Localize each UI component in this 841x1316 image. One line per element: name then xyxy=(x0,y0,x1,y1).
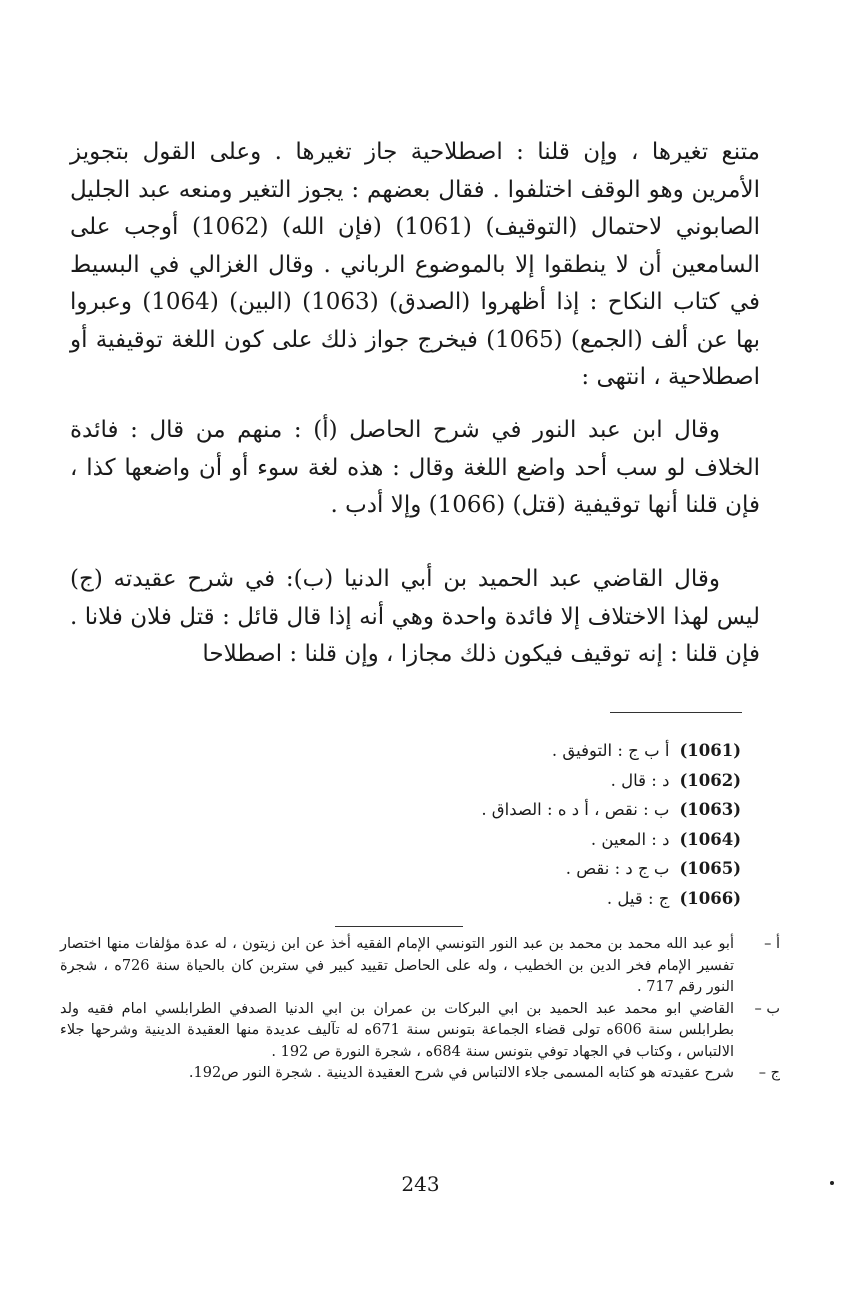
main-paragraph-2 xyxy=(70,412,760,525)
bio-note-text: القاضي ابو محمد عبد الحميد بن ابي البركات بن عمران بن ابي الدنيا الصدفي الطرابلسي امام فقيه ولد بطرابلس سنة 606ه تولى قضاء الجماعة بتونس سنة 671ه له تآليف عديدة منها العقيدة الدينية وشرحها جلاء الالتباس ، وكتاب في الجهاد توفي بتونس سنة 684ه ، شجرة النورة ص 192 . xyxy=(60,1000,734,1060)
bio-note-text: شرح عقيدته هو كتابه المسمى جلاء الالتباس في شرح العقيدة الدينية . شجرة النور ص192. xyxy=(188,1065,734,1081)
main-paragraph-3 xyxy=(70,561,760,674)
bio-note-text: أبو عبد الله محمد بن محمد بن عبد النور التونسي الإمام الفقيه أخذ عن ابن زيتون ، له عدة مؤلفات منها اختصار تفسير الإمام فخر الدين بن الخطيب ، وله على الحاصل تقييد كبير في ستربن كان بالحياة سنة 726ه ، شجرة النور رقم 717 . xyxy=(60,936,734,995)
variant-note-number: (1061) xyxy=(679,741,741,760)
bio-note-marker: ج – xyxy=(758,1065,780,1081)
variant-note-text: د : قال . xyxy=(610,770,670,790)
bio-note xyxy=(60,999,780,1064)
variant-note-number: (1063) xyxy=(679,800,741,819)
variant-note xyxy=(321,884,741,914)
bio-note-marker: ب – xyxy=(754,1000,780,1017)
main-paragraph-2-text: وقال ابن عبد النور في شرح الحاصل (أ) : منهم من قال : فائدة الخلاف لو سب أحد واضع اللغة وقال : هذه لغة سوء أو أن واضعها كذا ، فإن قلنا أنها توقيفية (قتل) (1066) وإلا أدب . xyxy=(70,417,760,518)
page-number: 243 xyxy=(401,1172,440,1196)
variant-note xyxy=(321,795,741,825)
variant-note-text: ب : نقص ، أ د ه : الصداق . xyxy=(481,800,670,819)
main-paragraph-1: متنع تغيرها ، وإن قلنا : اصطلاحية جاز تغيرها . وعلى القول بتجويز الأمرين وهو الوقف اختلفوا . فقال بعضهم : يجوز التغير ومنعه عبد الجليل الصابوني لاحتمال (التوقيف) (1061) (فإن الله) (1062) أوجب على السامعين أن لا ينطقوا إلا بالموضوع الرباني . وقال الغزالي في البسيط في كتاب النكاح : إذا أظهروا (الصدق) (1063) (البين) (1064) وعبروا بها عن ألف (الجمع) (1065) فيخرج جواز ذلك على كون اللغة توقيفية أو اصطلاحية ، انتهى : xyxy=(70,139,760,390)
variant-note xyxy=(321,854,741,884)
variant-note-number: (1062) xyxy=(679,770,741,790)
main-paragraph-3-text: وقال القاضي عبد الحميد بن أبي الدنيا (ب): في شرح عقيدته (ج) ليس لهذا الاختلاف إلا فائدة واحدة وهي أنه إذا قال قائل : قتل فلان فلانا . فإن قلنا : إنه توقيف فيكون ذلك مجازا ، وإن قلنا : اصطلاحا xyxy=(70,566,760,667)
variant-note-text: ج : قيل . xyxy=(606,888,670,908)
bio-note xyxy=(60,934,780,999)
biography-footnotes xyxy=(60,934,780,1085)
variant-note-number: (1064) xyxy=(679,829,741,849)
variant-note-text: أ ب ج : التوفيق . xyxy=(551,741,670,760)
scan-speck xyxy=(830,1181,834,1185)
variant-note-number: (1065) xyxy=(679,859,741,878)
variant-footnotes xyxy=(321,736,741,913)
variant-note-text: د : المعين . xyxy=(590,829,670,849)
bio-note xyxy=(60,1063,780,1085)
footnote-separator xyxy=(610,712,742,713)
bio-note-marker: أ – xyxy=(764,936,780,952)
variant-note-text: ب ج د : نقص . xyxy=(565,859,670,878)
variant-note xyxy=(321,825,741,855)
variant-note xyxy=(321,736,741,766)
footnote-separator xyxy=(335,926,463,927)
variant-note xyxy=(321,766,741,796)
variant-note-number: (1066) xyxy=(679,888,741,908)
